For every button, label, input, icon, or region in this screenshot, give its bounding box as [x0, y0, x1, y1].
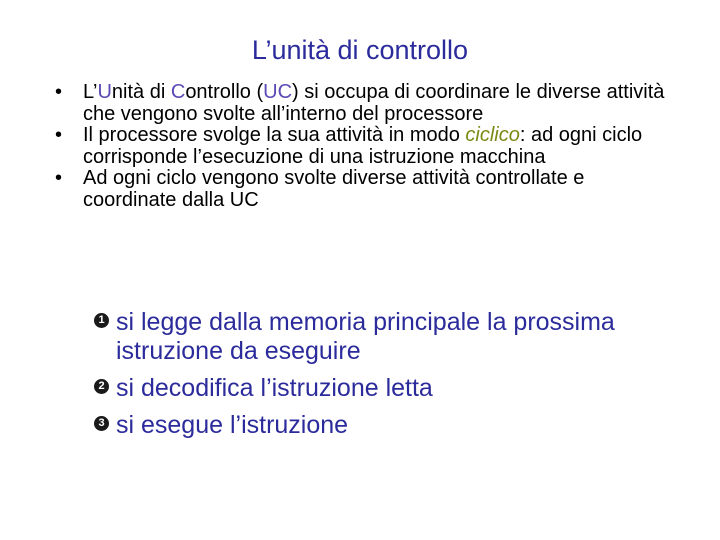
step-text: si legge dalla memoria principale la prossima istruzione da eseguire: [116, 308, 615, 365]
bullet-item-ciclico: [55, 125, 675, 168]
bullet-item-ciclo: [55, 168, 675, 211]
bullet-text-part: ontrollo (: [185, 81, 264, 103]
step-item-1: [92, 308, 652, 366]
bullet-item-uc: [55, 82, 675, 125]
bullet-text-part: : ad ogni ciclo corrisponde l’esecuzione di una istruzione macchina: [83, 124, 643, 168]
bullet-text-part: nità di: [111, 81, 171, 103]
highlight-text: ciclico: [465, 124, 520, 146]
highlight-text: UC: [263, 81, 293, 103]
highlight-text: U: [97, 81, 112, 103]
step-list: [92, 308, 652, 448]
step-text: si decodifica l’istruzione letta: [116, 374, 433, 402]
step-number-icon: 1: [94, 313, 109, 328]
bullet-dot: •: [55, 124, 63, 146]
bullet-dot: •: [55, 81, 63, 103]
bullet-text-part: ) si occupa di coordinare le diverse attività che vengono svolte all’interno del processore: [83, 81, 665, 125]
bullet-text-part: Ad ogni ciclo vengono svolte diverse attività controllate e coordinate dalla UC: [83, 167, 585, 211]
highlight-text: C: [170, 81, 186, 103]
page-title: L’unità di controllo: [251, 35, 469, 65]
step-number-icon: 3: [94, 416, 109, 431]
bullet-text-part: L’: [83, 81, 98, 103]
bullet-text-part: Il processore svolge la sua attività in modo: [83, 124, 466, 146]
step-item-3: [92, 411, 652, 440]
step-item-2: [92, 374, 652, 403]
step-text: si esegue l’istruzione: [116, 411, 349, 439]
step-number-icon: 2: [94, 379, 109, 394]
bullet-list: [55, 82, 675, 211]
bullet-dot: •: [55, 167, 63, 189]
